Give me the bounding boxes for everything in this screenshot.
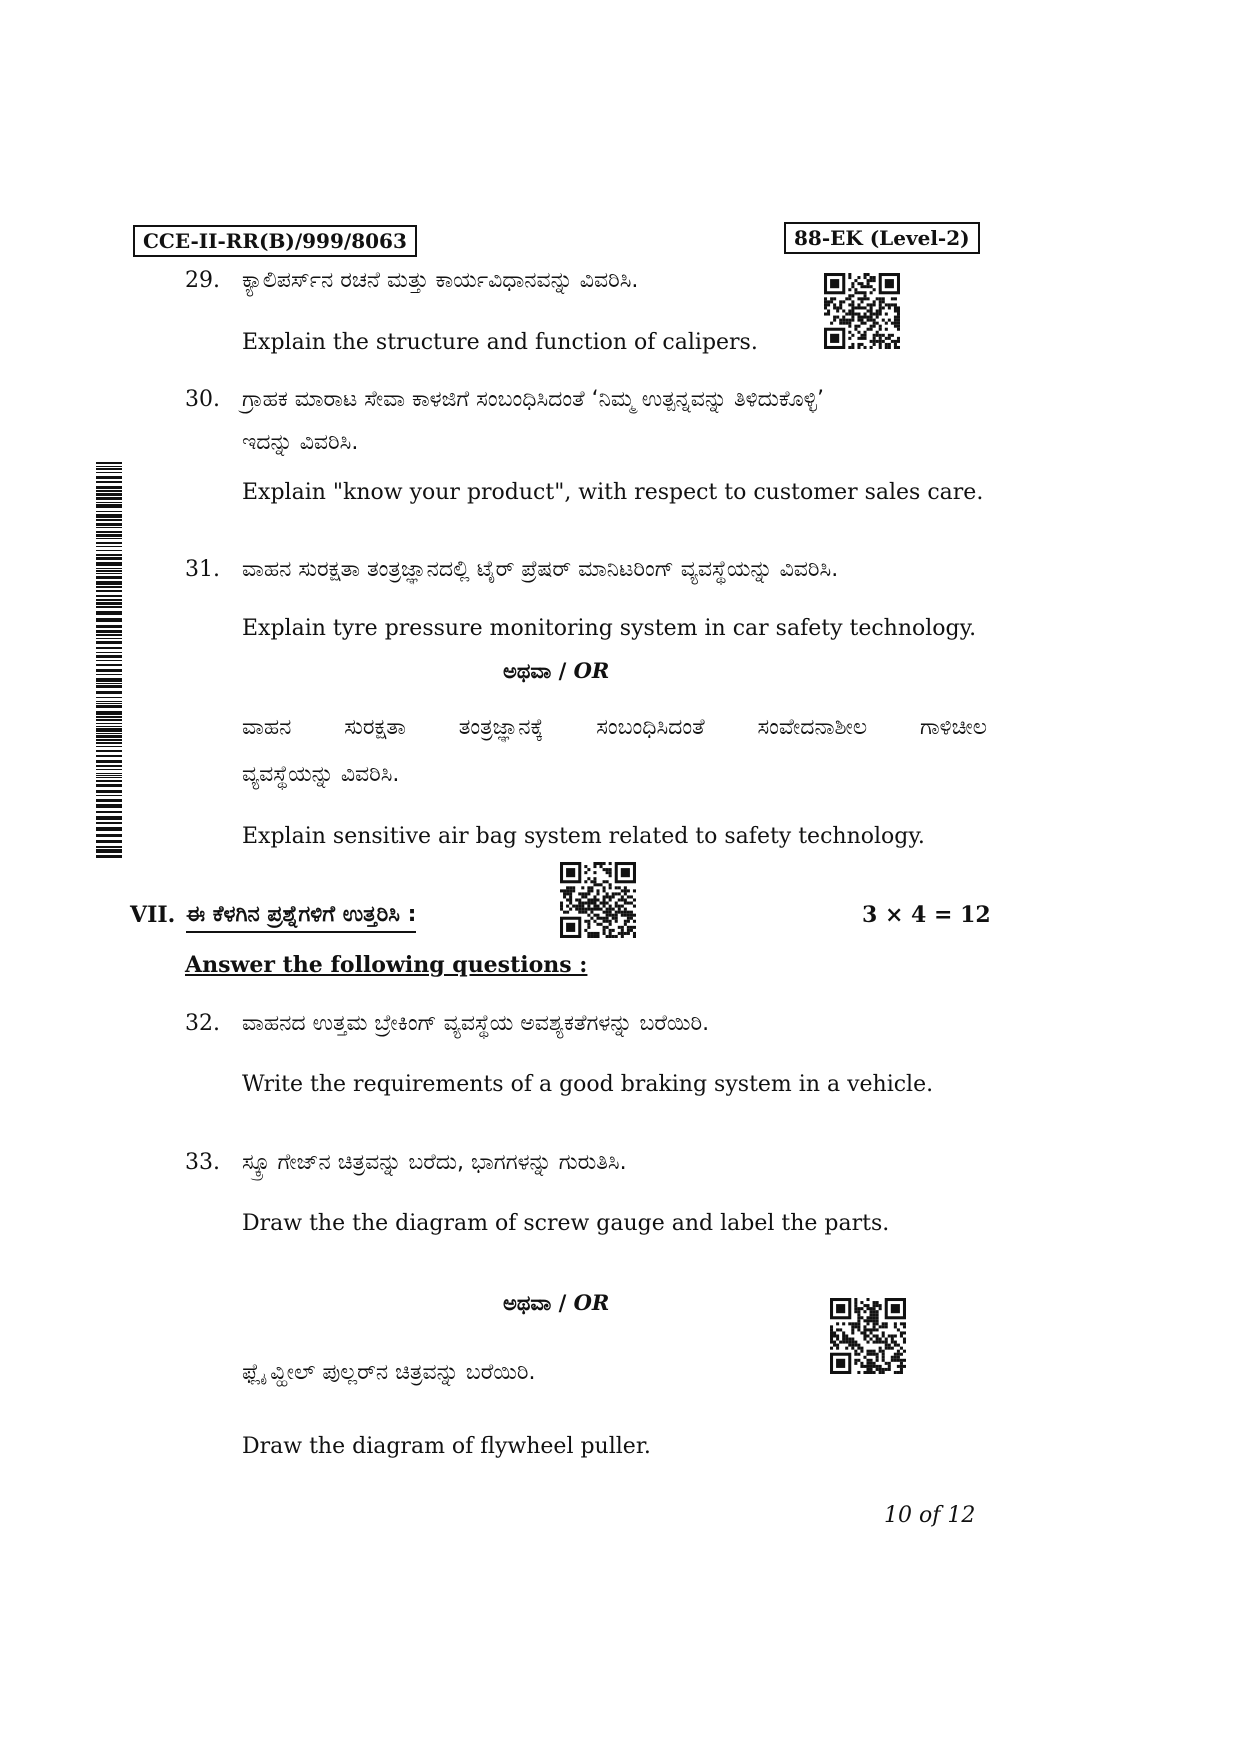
barcode-image	[96, 462, 122, 862]
or-label-kannada: ಅಥವಾ /	[503, 658, 567, 683]
question-text-english: Write the requirements of a good braking system in a vehicle.	[242, 1072, 934, 1097]
qr-code-image	[560, 862, 636, 938]
question-text-english: Explain the structure and function of calipers.	[242, 330, 758, 355]
question-text-english: Explain "know your product", with respect to customer sales care.	[242, 480, 984, 505]
question-text-kannada: ಫ್ಲೈ ವ್ಹೀಲ್ ಪುಲ್ಲರ್‌ನ ಚಿತ್ರವನ್ನು ಬರೆಯಿರಿ.	[242, 1360, 536, 1385]
question-text-kannada: ವಾಹನದ ಉತ್ತಮ ಬ್ರೇಕಿಂಗ್ ವ್ಯವಸ್ಥೆಯ ಅವಶ್ಯಕತೆಗಳನ್ನು ಬರೆಯಿರಿ.	[242, 1011, 710, 1036]
paper-code: CCE-II-RR(B)/999/8063	[133, 225, 417, 257]
question-text-kannada: ಇದನ್ನು ವಿವರಿಸಿ.	[242, 430, 359, 455]
question-number: 30.	[185, 387, 220, 412]
question-number: 32.	[185, 1011, 220, 1036]
or-label	[503, 1290, 609, 1316]
or-label-english: OR	[573, 658, 610, 683]
question-text-english: Explain tyre pressure monitoring system in car safety technology.	[242, 616, 977, 641]
or-label-english: OR	[573, 1290, 610, 1315]
question-number: 31.	[185, 557, 220, 582]
question-text-english: Explain sensitive air bag system related to safety technology.	[242, 824, 925, 849]
section-title-kannada: ಈ ಕೆಳಗಿನ ಪ್ರಶ್ನೆಗಳಿಗೆ ಉತ್ತರಿಸಿ :	[186, 902, 416, 933]
question-text-kannada: ವಾಹನ ಸುರಕ್ಷತಾ ತಂತ್ರಜ್ಞಾನಕ್ಕೆ ಸಂಬಂಧಿಸಿದಂತೆ ಸಂವೇದನಾಶೀಲ ಗಾಳಿಚೀಲ	[242, 715, 987, 740]
question-text-english: Draw the the diagram of screw gauge and label the parts.	[242, 1211, 890, 1236]
or-label	[503, 658, 609, 684]
page-number: 10 of 12	[884, 1503, 976, 1528]
question-text-kannada: ವ್ಯವಸ್ಥೆಯನ್ನು ವಿವರಿಸಿ.	[242, 762, 400, 787]
subject-code: 88-EK (Level-2)	[784, 222, 980, 254]
question-text-english: Draw the diagram of flywheel puller.	[242, 1434, 651, 1459]
question-text-kannada: ವಾಹನ ಸುರಕ್ಷತಾ ತಂತ್ರಜ್ಞಾನದಲ್ಲಿ ಟೈರ್ ಪ್ರೆಷರ್ ಮಾನಿಟರಿಂಗ್ ವ್ಯವಸ್ಥೆಯನ್ನು ವಿವರಿಸಿ.	[242, 557, 839, 582]
question-text-kannada: ಕ್ಯಾಲಿಪರ್ಸ್‌ನ ರಚನೆ ಮತ್ತು ಕಾರ್ಯವಿಧಾನವನ್ನು ವಿವರಿಸಿ.	[242, 268, 639, 293]
question-number: 33.	[185, 1150, 220, 1175]
section-number: VII.	[130, 902, 176, 928]
question-text-kannada: ಗ್ರಾಹಕ ಮಾರಾಟ ಸೇವಾ ಕಾಳಜಿಗೆ ಸಂಬಂಧಿಸಿದಂತೆ ‘ನಿಮ್ಮ ಉತ್ಪನ್ನವನ್ನು ತಿಳಿದುಕೊಳ್ಳಿ’	[242, 387, 825, 412]
question-number: 29.	[185, 268, 220, 293]
section-marks: 3 × 4 = 12	[862, 902, 991, 928]
qr-code-image	[830, 1298, 906, 1374]
section-title-english: Answer the following questions :	[185, 952, 588, 978]
question-text-kannada: ಸ್ಕ್ರೂ ಗೇಜ್‌ನ ಚಿತ್ರವನ್ನು ಬರೆದು, ಭಾಗಗಳನ್ನು ಗುರುತಿಸಿ.	[242, 1150, 627, 1175]
qr-code-image	[824, 273, 900, 349]
or-label-kannada: ಅಥವಾ /	[503, 1290, 567, 1315]
